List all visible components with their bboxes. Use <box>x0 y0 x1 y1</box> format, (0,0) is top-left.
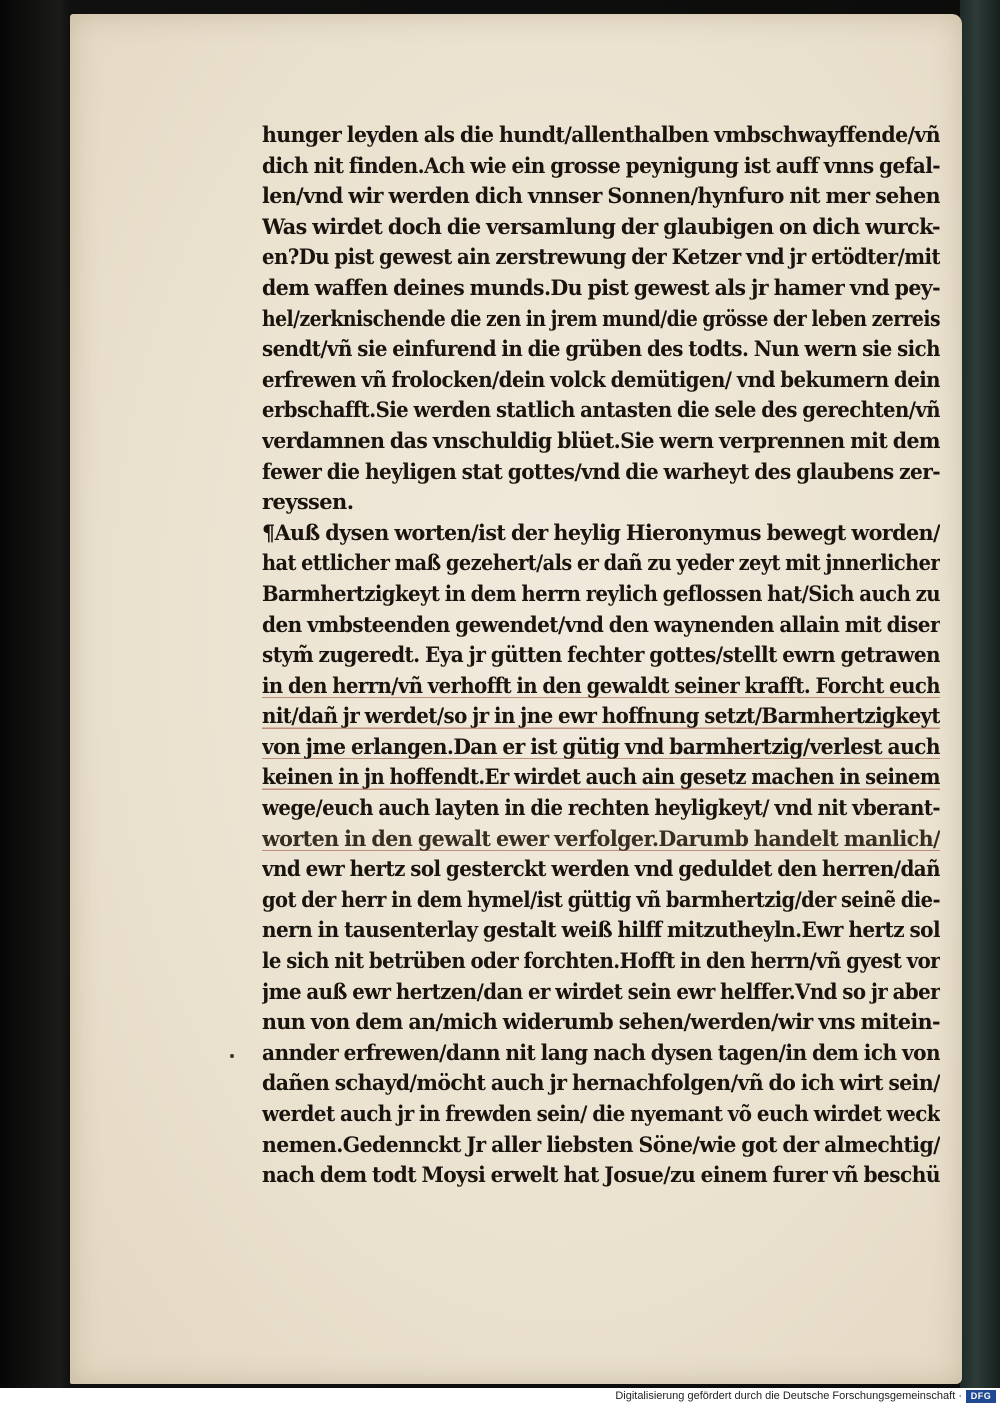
dfg-logo-icon: DFG <box>966 1390 996 1403</box>
text-line: fewer die heyligen stat gottes/vnd die warheyt des glaubens zer- <box>262 458 940 484</box>
text-line: annder erfrewen/dann nit lang nach dysen tagen/in dem ich von <box>262 1039 940 1065</box>
text-line: jme auß ewr hertzen/dan er wirdet sein ewr helffer.Vnd so jr aber <box>262 978 940 1004</box>
text-line: Was wirdet doch die versamlung der glaubigen on dich wurck- <box>262 213 940 239</box>
text-line-underlined: worten in den gewalt ewer verfolger.Darumb handelt manlich/ <box>262 824 940 855</box>
text-line: got der herr in dem hymel/ist güttig vñ barmhertzig/der seinẽ die- <box>262 886 940 912</box>
text-line: nern in tausenterlay gestalt weiß hilff mitzutheyln.Ewr hertz sol <box>262 917 940 943</box>
text-line: wege/euch auch layten in die rechten heyligkeyt/ vnd nit vberant- <box>262 795 940 821</box>
text-line: dich nit finden.Ach wie ein grosse peynigung ist auff vnns gefal- <box>262 152 940 178</box>
text-line: stym̃ zugeredt. Eya jr gütten fechter gottes/stellt ewrn getrawen <box>262 642 940 668</box>
text-line: en?Du pist gewest ain zerstrewung der Ketzer vnd jr ertödter/mit <box>262 244 940 270</box>
text-line-underlined: in den herrn/vñ verhofft in den gewaldt seiner krafft. Forcht euch <box>262 671 940 702</box>
ink-speck <box>230 1054 234 1058</box>
text-line: reyssen. <box>262 489 354 515</box>
text-line-underlined: von jme erlangen.Dan er ist gütig vnd barmhertzig/verlest auch <box>262 732 940 763</box>
binding-board-edge <box>960 0 1000 1390</box>
text-line: sendt/vñ sie einfurend in die grüben des todts. Nun wern sie sich <box>262 336 940 362</box>
text-line: Barmhertzigkeyt in dem herrn reylich geflossen hat/Sich auch zu <box>262 580 940 606</box>
text-line: nun von dem an/mich widerumb sehen/werden/wir vns mitein- <box>262 1009 940 1035</box>
text-line: den vmbsteenden gewendet/vnd den waynenden allain mit diser <box>262 611 940 637</box>
text-line: nemen.Gedennckt Jr aller liebsten Söne/wie got der almechtig/ <box>262 1131 940 1157</box>
text-line: vnd ewr hertz sol gesterckt werden vnd geduldet den herren/dañ <box>262 856 940 882</box>
text-line: le sich nit betrüben oder forchten.Hofft in den herrn/vñ gyest vor <box>262 948 940 974</box>
text-line: dem waffen deines munds.Du pist gewest als jr hamer vnd pey- <box>262 274 940 300</box>
text-line: dañen schayd/möcht auch jr hernachfolgen/vñ do ich wirt sein/ <box>262 1070 940 1096</box>
text-line: hat ettlicher maß gezehert/als er dañ zu yeder zeyt mit jnnerlicher <box>262 550 940 576</box>
funding-credit-text: Digitalisierung gefördert durch die Deutsche Forschungsgemeinschaft · <box>615 1390 962 1402</box>
text-line-underlined: keinen in jn hoffendt.Er wirdet auch ain gesetz machen in seinem <box>262 762 940 793</box>
text-line: erfrewen vñ frolocken/dein volck demütigen/ vnd bekumern dein <box>262 366 940 392</box>
text-line: hunger leyden als die hundt/allenthalben vmbschwayffende/vñ <box>262 122 940 147</box>
text-line: nach dem todt Moysi erwelt hat Josue/zu einem furer vñ beschü <box>262 1162 940 1188</box>
text-line: hel/zerknischende die zen in jrem mund/die grösse der leben zerreis <box>262 305 940 331</box>
text-line: werdet auch jr in frewden sein/ die nyemant võ euch wirdet weck <box>262 1101 940 1126</box>
text-line: len/vnd wir werden dich vnnser Sonnen/hynfuro nit mer sehen <box>262 183 940 209</box>
blackletter-text-block <box>262 120 940 1191</box>
paragraph-start-line: ¶Auß dysen worten/ist der heylig Hieronymus bewegt worden/ <box>262 519 940 545</box>
text-line: verdamnen das vnschuldig blüet.Sie wern verprennen mit dem <box>262 427 940 453</box>
digitization-footer <box>0 1388 1000 1405</box>
text-line-underlined: nit/dañ jr werdet/so jr in jne ewr hoffnung setzt/Barmhertzigkeyt <box>262 701 940 732</box>
text-line: erbschafft.Sie werden statlich antasten die sele des gerechten/vñ <box>262 397 940 423</box>
